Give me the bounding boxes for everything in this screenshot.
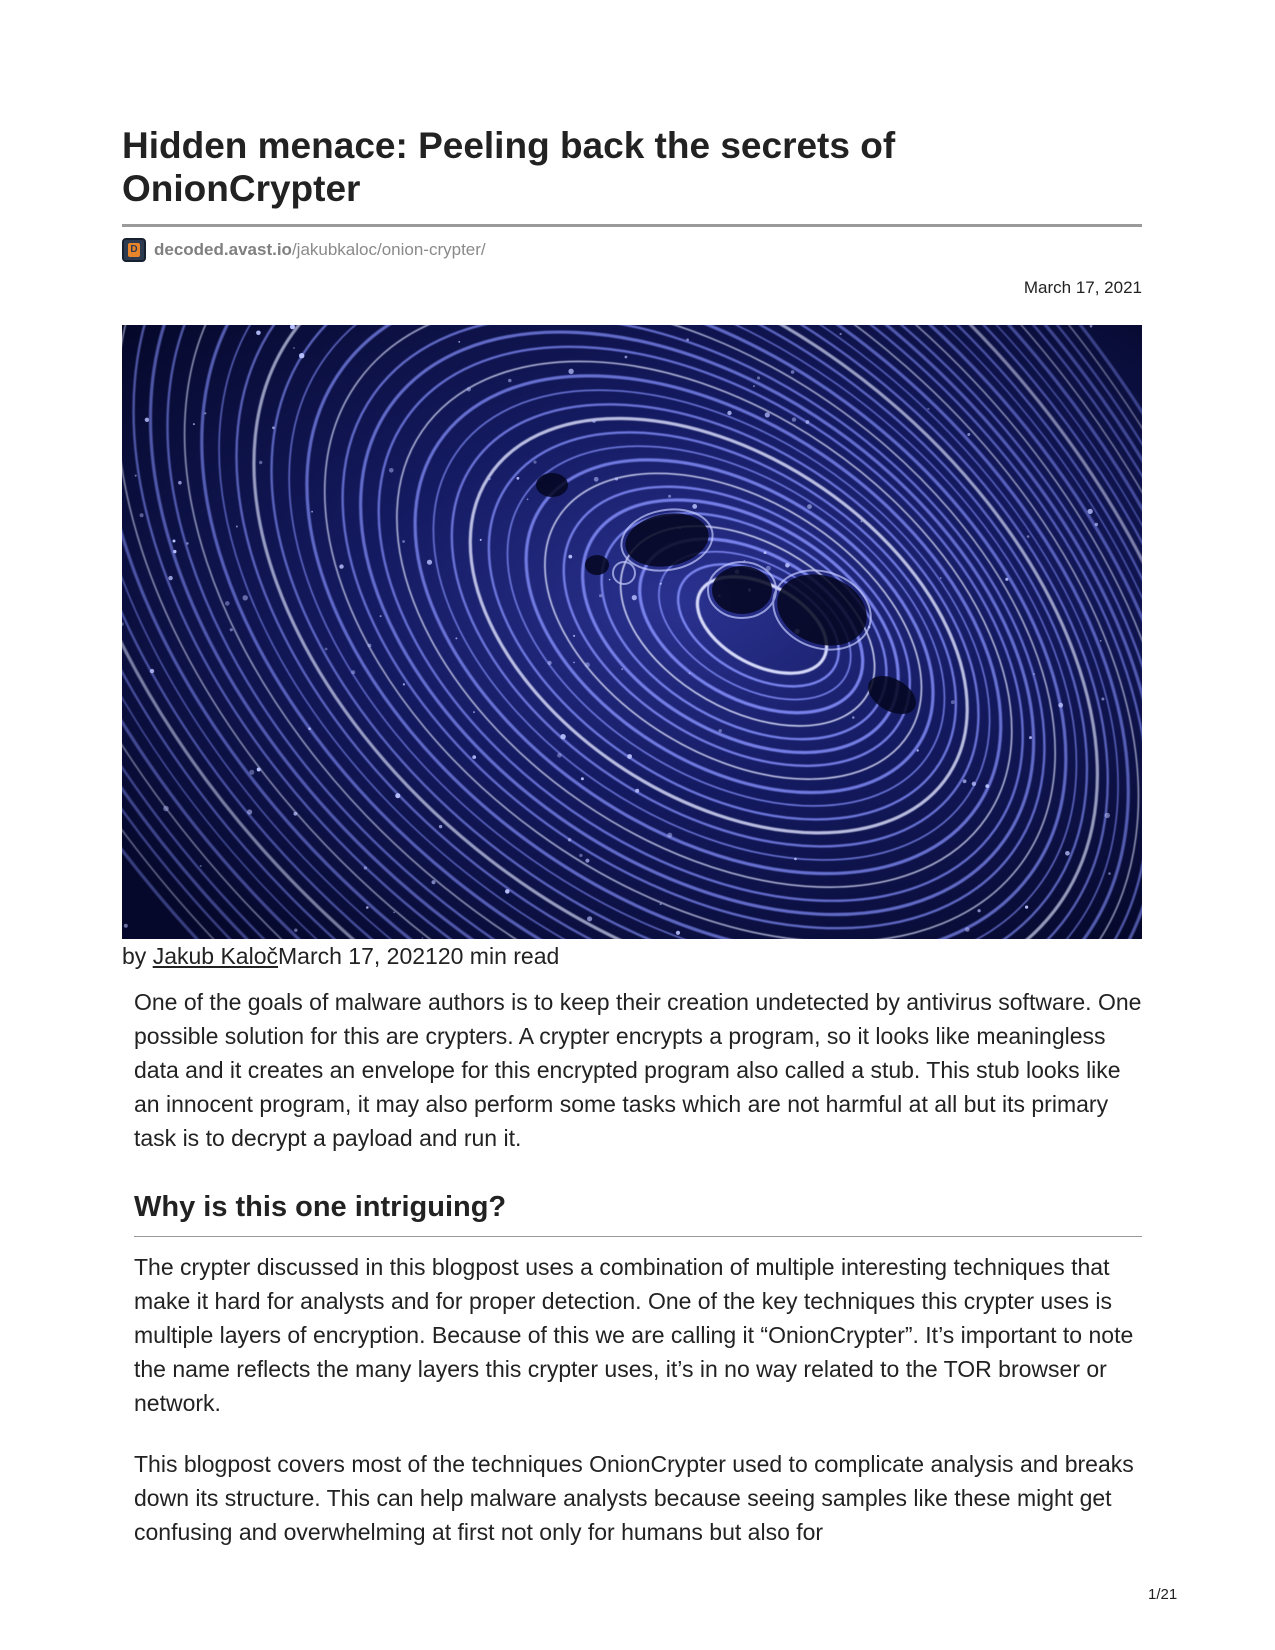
author-link[interactable]: Jakub Kaloč: [152, 943, 278, 969]
source-line: [122, 237, 486, 263]
section-paragraph-1: The crypter discussed in this blogpost uses a combination of multiple interesting techniques that make it hard for analysts and for proper detection. One of the key techniques this crypter uses is multiple layers of encryption. Because of this we are calling it “OnionCrypter”. It’s important to note the name reflects the many layers this crypter uses, it’s in no way related to the TOR browser or network.: [134, 1254, 1134, 1416]
source-domain: decoded.avast.io: [154, 240, 292, 259]
article-title: Hidden menace: Peeling back the secrets of OnionCrypter: [122, 125, 896, 209]
title-divider: [122, 224, 1142, 227]
byline: [122, 941, 559, 971]
byline-prefix: by: [122, 943, 153, 969]
site-favicon-icon: D: [122, 238, 146, 262]
byline-date-read: March 17, 202120 min read: [278, 943, 560, 969]
intro-paragraph: One of the goals of malware authors is to keep their creation undetected by antivirus software. One possible solution for this are crypters. A crypter encrypts a program, so it looks like meaningless data and it creates an envelope for this encrypted program also called a stub. This stub looks like an innocent program, it may also perform some tasks which are not harmful at all but its primary task is to decrypt a payload and run it.: [134, 989, 1142, 1151]
page-number: 1/21: [1148, 1586, 1178, 1603]
section-divider: [134, 1236, 1142, 1237]
hero-image: [122, 325, 1142, 939]
section-paragraph-2: This blogpost covers most of the techniques OnionCrypter used to complicate analysis and breaks down its structure. This can help malware analysts because seeing samples like these might get confusing and overwhelming at first not only for humans but also for: [134, 1451, 1134, 1545]
source-path: /jakubkaloc/onion-crypter/: [291, 240, 486, 259]
article-date: March 17, 2021: [1023, 278, 1142, 297]
blue-swirl-fingerprint-image: [122, 325, 1142, 939]
section-heading: Why is this one intriguing?: [134, 1191, 507, 1223]
